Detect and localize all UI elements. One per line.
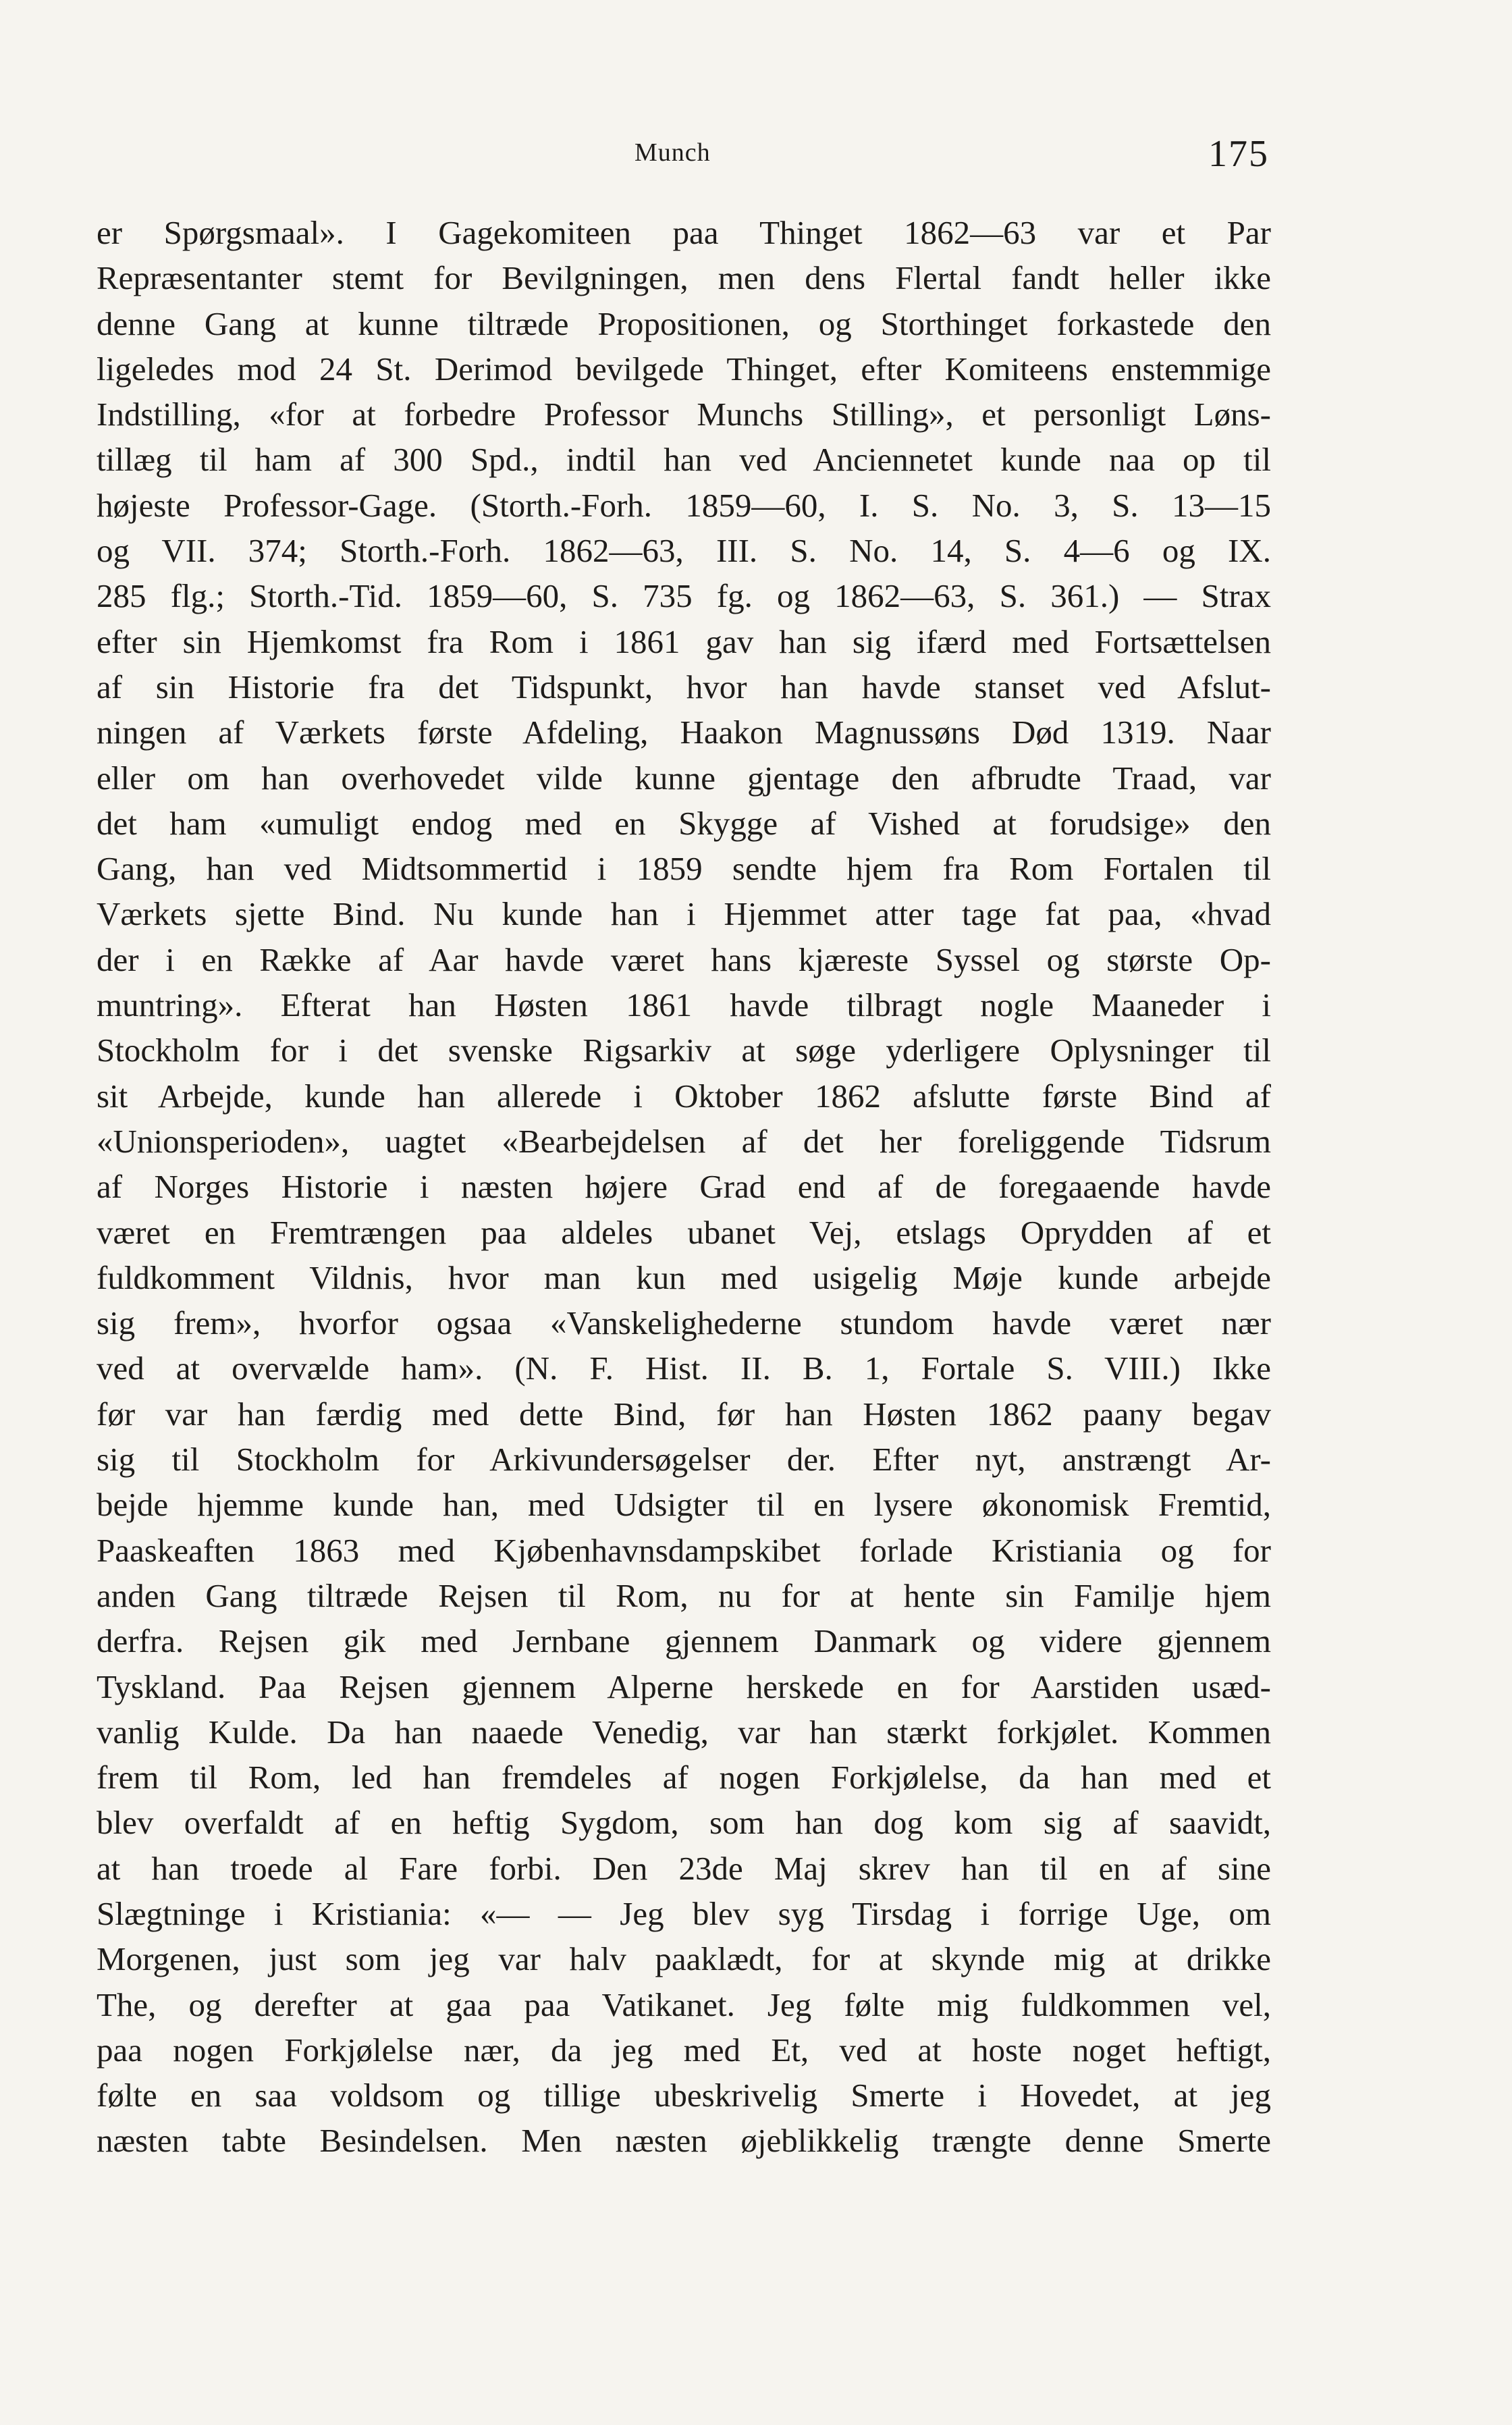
text-line: Repræsentanter stemt for Bevilgningen, men dens Flertal fandt heller ikke: [97, 259, 1271, 297]
text-line: paa nogen Forkjølelse nær, da jeg med Et, ved at hoste noget heftigt,: [97, 2031, 1271, 2069]
text-line: anden Gang tiltræde Rejsen til Rom, nu for at hente sin Familje hjem: [97, 1576, 1271, 1614]
text-line: sit Arbejde, kunde han allerede i Oktober 1862 afslutte første Bind af: [97, 1077, 1271, 1115]
text-line: af Norges Historie i næsten højere Grad end af de foregaaende havde: [97, 1168, 1271, 1206]
body-text: [97, 210, 1271, 2164]
text-line: sig til Stockholm for Arkivundersøgelser der. Efter nyt, anstrængt Ar-: [97, 1441, 1271, 1478]
text-line: fuldkomment Vildnis, hvor man kun med usigelig Møje kunde arbejde: [97, 1258, 1271, 1296]
text-line: blev overfaldt af en heftig Sygdom, som han dog kom sig af saavidt,: [97, 1804, 1271, 1842]
text-line: eller om han overhovedet vilde kunne gjentage den afbrudte Traad, var: [97, 759, 1271, 797]
text-line: Stockholm for i det svenske Rigsarkiv at søge yderligere Oplysninger til: [97, 1032, 1271, 1069]
text-line: ningen af Værkets første Afdeling, Haakon Magnussøns Død 1319. Naar: [97, 714, 1271, 751]
running-head: [0, 132, 1512, 180]
text-line: før var han færdig med dette Bind, før han Høsten 1862 paany begav: [97, 1395, 1271, 1433]
text-line: The, og derefter at gaa paa Vatikanet. Jeg følte mig fuldkommen vel,: [97, 1986, 1271, 2023]
text-line: Værkets sjette Bind. Nu kunde han i Hjemmet atter tage fat paa, «hvad: [97, 895, 1271, 933]
text-line: følte en saa voldsom og tillige ubeskrivelig Smerte i Hovedet, at jeg: [97, 2077, 1271, 2114]
text-line: 285 flg.; Storth.-Tid. 1859—60, S. 735 fg. og 1862—63, S. 361.) — Strax: [97, 577, 1271, 615]
text-line: Gang, han ved Midtsommertid i 1859 sendte hjem fra Rom Fortalen til: [97, 850, 1271, 888]
text-line: og VII. 374; Storth.-Forh. 1862—63, III. S. No. 14, S. 4—6 og IX.: [97, 532, 1271, 570]
text-line: af sin Historie fra det Tidspunkt, hvor han havde stanset ved Afslut-: [97, 668, 1271, 705]
text-line: der i en Række af Aar havde været hans kjæreste Syssel og største Op-: [97, 940, 1271, 978]
text-line: muntring». Efterat han Høsten 1861 havde tilbragt nogle Maaneder i: [97, 986, 1271, 1024]
text-line: højeste Professor-Gage. (Storth.-Forh. 1859—60, I. S. No. 3, S. 13—15: [97, 486, 1271, 524]
text-line: denne Gang at kunne tiltræde Propositionen, og Storthinget forkastede den: [97, 304, 1271, 342]
running-head-title: Munch: [634, 138, 711, 167]
text-line: derfra. Rejsen gik med Jernbane gjennem Danmark og videre gjennem: [97, 1622, 1271, 1660]
text-line: at han troede al Fare forbi. Den 23de Maj skrev han til en af sine: [97, 1849, 1271, 1887]
text-line: bejde hjemme kunde han, med Udsigter til en lysere økonomisk Fremtid,: [97, 1486, 1271, 1524]
text-line: ved at overvælde ham». (N. F. Hist. II. B. 1, Fortale S. VIII.) Ikke: [97, 1350, 1271, 1387]
text-line: efter sin Hjemkomst fra Rom i 1861 gav han sig ifærd med Fortsættelsen: [97, 622, 1271, 660]
text-line: Paaskeaften 1863 med Kjøbenhavnsdampskibet forlade Kristiania og for: [97, 1531, 1271, 1569]
text-line: det ham «umuligt endog med en Skygge af Vished at forudsige» den: [97, 804, 1271, 842]
text-line: Slægtninge i Kristiania: «— — Jeg blev syg Tirsdag i forrige Uge, om: [97, 1894, 1271, 1932]
text-line: ligeledes mod 24 St. Derimod bevilgede Thinget, efter Komiteens enstemmige: [97, 350, 1271, 388]
text-line: Indstilling, «for at forbedre Professor Munchs Stilling», et personligt Løns-: [97, 396, 1271, 433]
text-line: tillæg til ham af 300 Spd., indtil han ved Anciennetet kunde naa op til: [97, 441, 1271, 479]
text-line: vanlig Kulde. Da han naaede Venedig, var han stærkt forkjølet. Kommen: [97, 1713, 1271, 1751]
page-number: 175: [1208, 133, 1269, 175]
text-line: sig frem», hvorfor ogsaa «Vanskelighederne stundom havde været nær: [97, 1304, 1271, 1342]
text-line: været en Fremtrængen paa aldeles ubanet Vej, etslags Oprydden af et: [97, 1213, 1271, 1251]
text-line: frem til Rom, led han fremdeles af nogen Forkjølelse, da han med et: [97, 1759, 1271, 1796]
text-line: Tyskland. Paa Rejsen gjennem Alperne herskede en for Aarstiden usæd-: [97, 1668, 1271, 1705]
text-line: næsten tabte Besindelsen. Men næsten øjeblikkelig trængte denne Smerte: [97, 2122, 1271, 2160]
text-line: «Unionsperioden», uagtet «Bearbejdelsen af det her foreliggende Tidsrum: [97, 1122, 1271, 1160]
text-line: er Spørgsmaal». I Gagekomiteen paa Thinget 1862—63 var et Par: [97, 214, 1271, 251]
text-line: Morgenen, just som jeg var halv paaklædt, for at skynde mig at drikke: [97, 1940, 1271, 1978]
